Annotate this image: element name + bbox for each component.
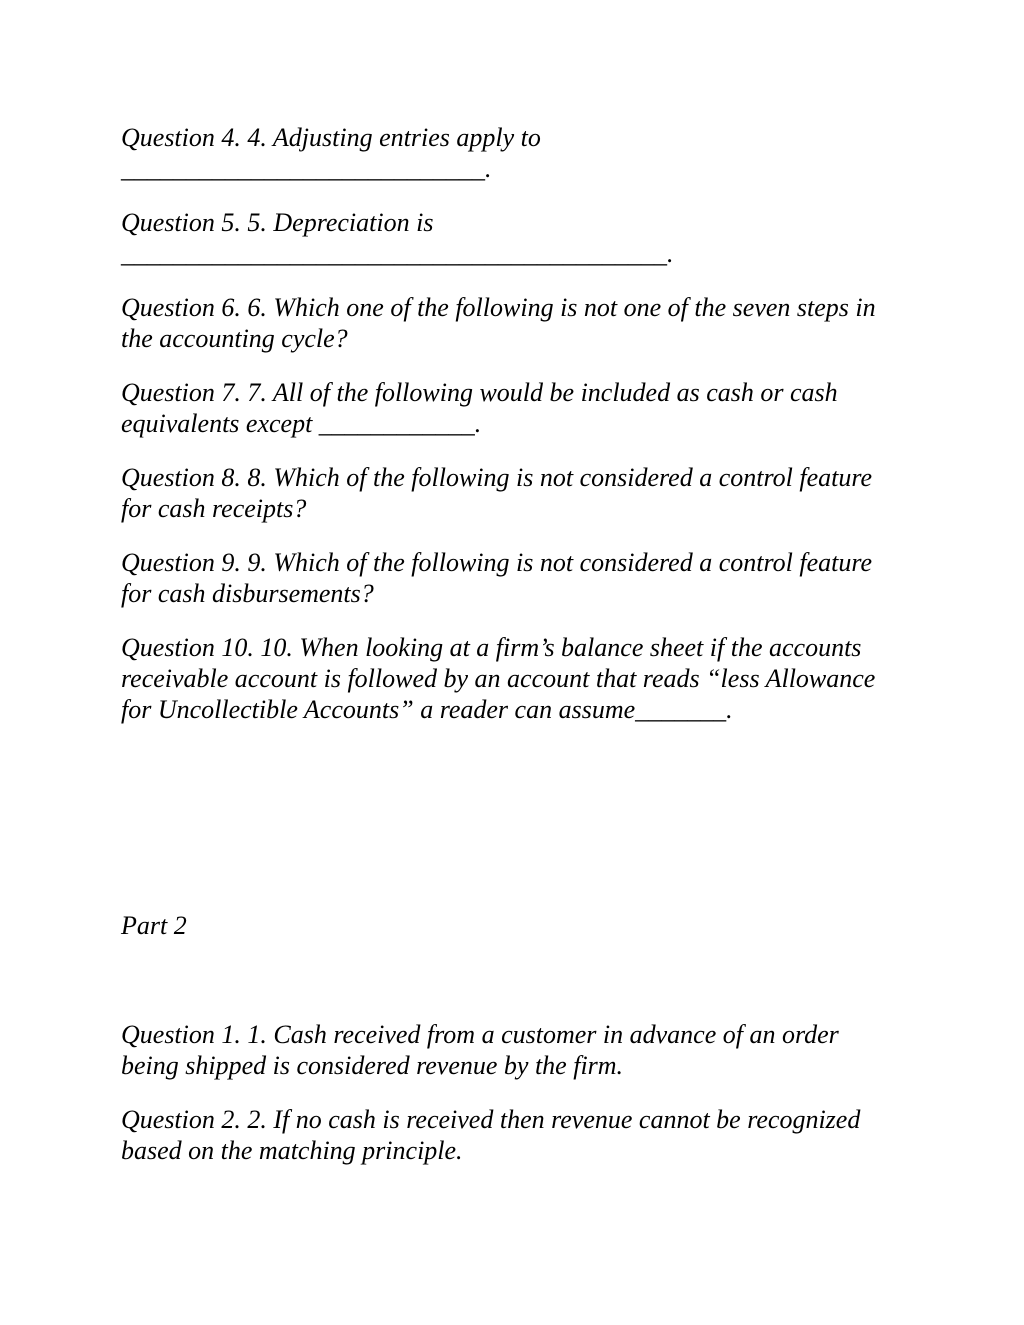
question-4-line-1: Question 4. 4. Adjusting entries apply to bbox=[121, 123, 541, 152]
question-7-line-1: Question 7. 7. All of the following would be included as cash or cash bbox=[121, 378, 838, 407]
question-6-line-1: Question 6. 6. Which one of the following is not one of the seven steps in bbox=[121, 293, 876, 322]
part-2-heading: Part 2 bbox=[121, 911, 187, 940]
question-5-blank: __________________________________________. bbox=[121, 239, 674, 268]
question-7-line-2: equivalents except ____________. bbox=[121, 409, 482, 438]
question-9-line-2: for cash disbursements? bbox=[121, 579, 374, 608]
part2-question-1-line-2: being shipped is considered revenue by the firm. bbox=[121, 1051, 624, 1080]
question-6-line-2: the accounting cycle? bbox=[121, 324, 348, 353]
question-5-line-1: Question 5. 5. Depreciation is bbox=[121, 208, 434, 237]
question-8-line-1: Question 8. 8. Which of the following is not considered a control feature bbox=[121, 463, 873, 492]
part2-question-2-line-2: based on the matching principle. bbox=[121, 1136, 463, 1165]
question-8-line-2: for cash receipts? bbox=[121, 494, 307, 523]
part2-question-2-line-1: Question 2. 2. If no cash is received then revenue cannot be recognized bbox=[121, 1105, 861, 1134]
question-10-line-3: for Uncollectible Accounts” a reader can assume_______. bbox=[121, 695, 733, 724]
question-10-line-1: Question 10. 10. When looking at a firm’s balance sheet if the accounts bbox=[121, 633, 862, 662]
question-4-blank: ____________________________. bbox=[121, 154, 492, 183]
question-10-line-2: receivable account is followed by an account that reads “less Allowance bbox=[121, 664, 876, 693]
part2-question-1-line-1: Question 1. 1. Cash received from a customer in advance of an order bbox=[121, 1020, 839, 1049]
question-9-line-1: Question 9. 9. Which of the following is not considered a control feature bbox=[121, 548, 873, 577]
